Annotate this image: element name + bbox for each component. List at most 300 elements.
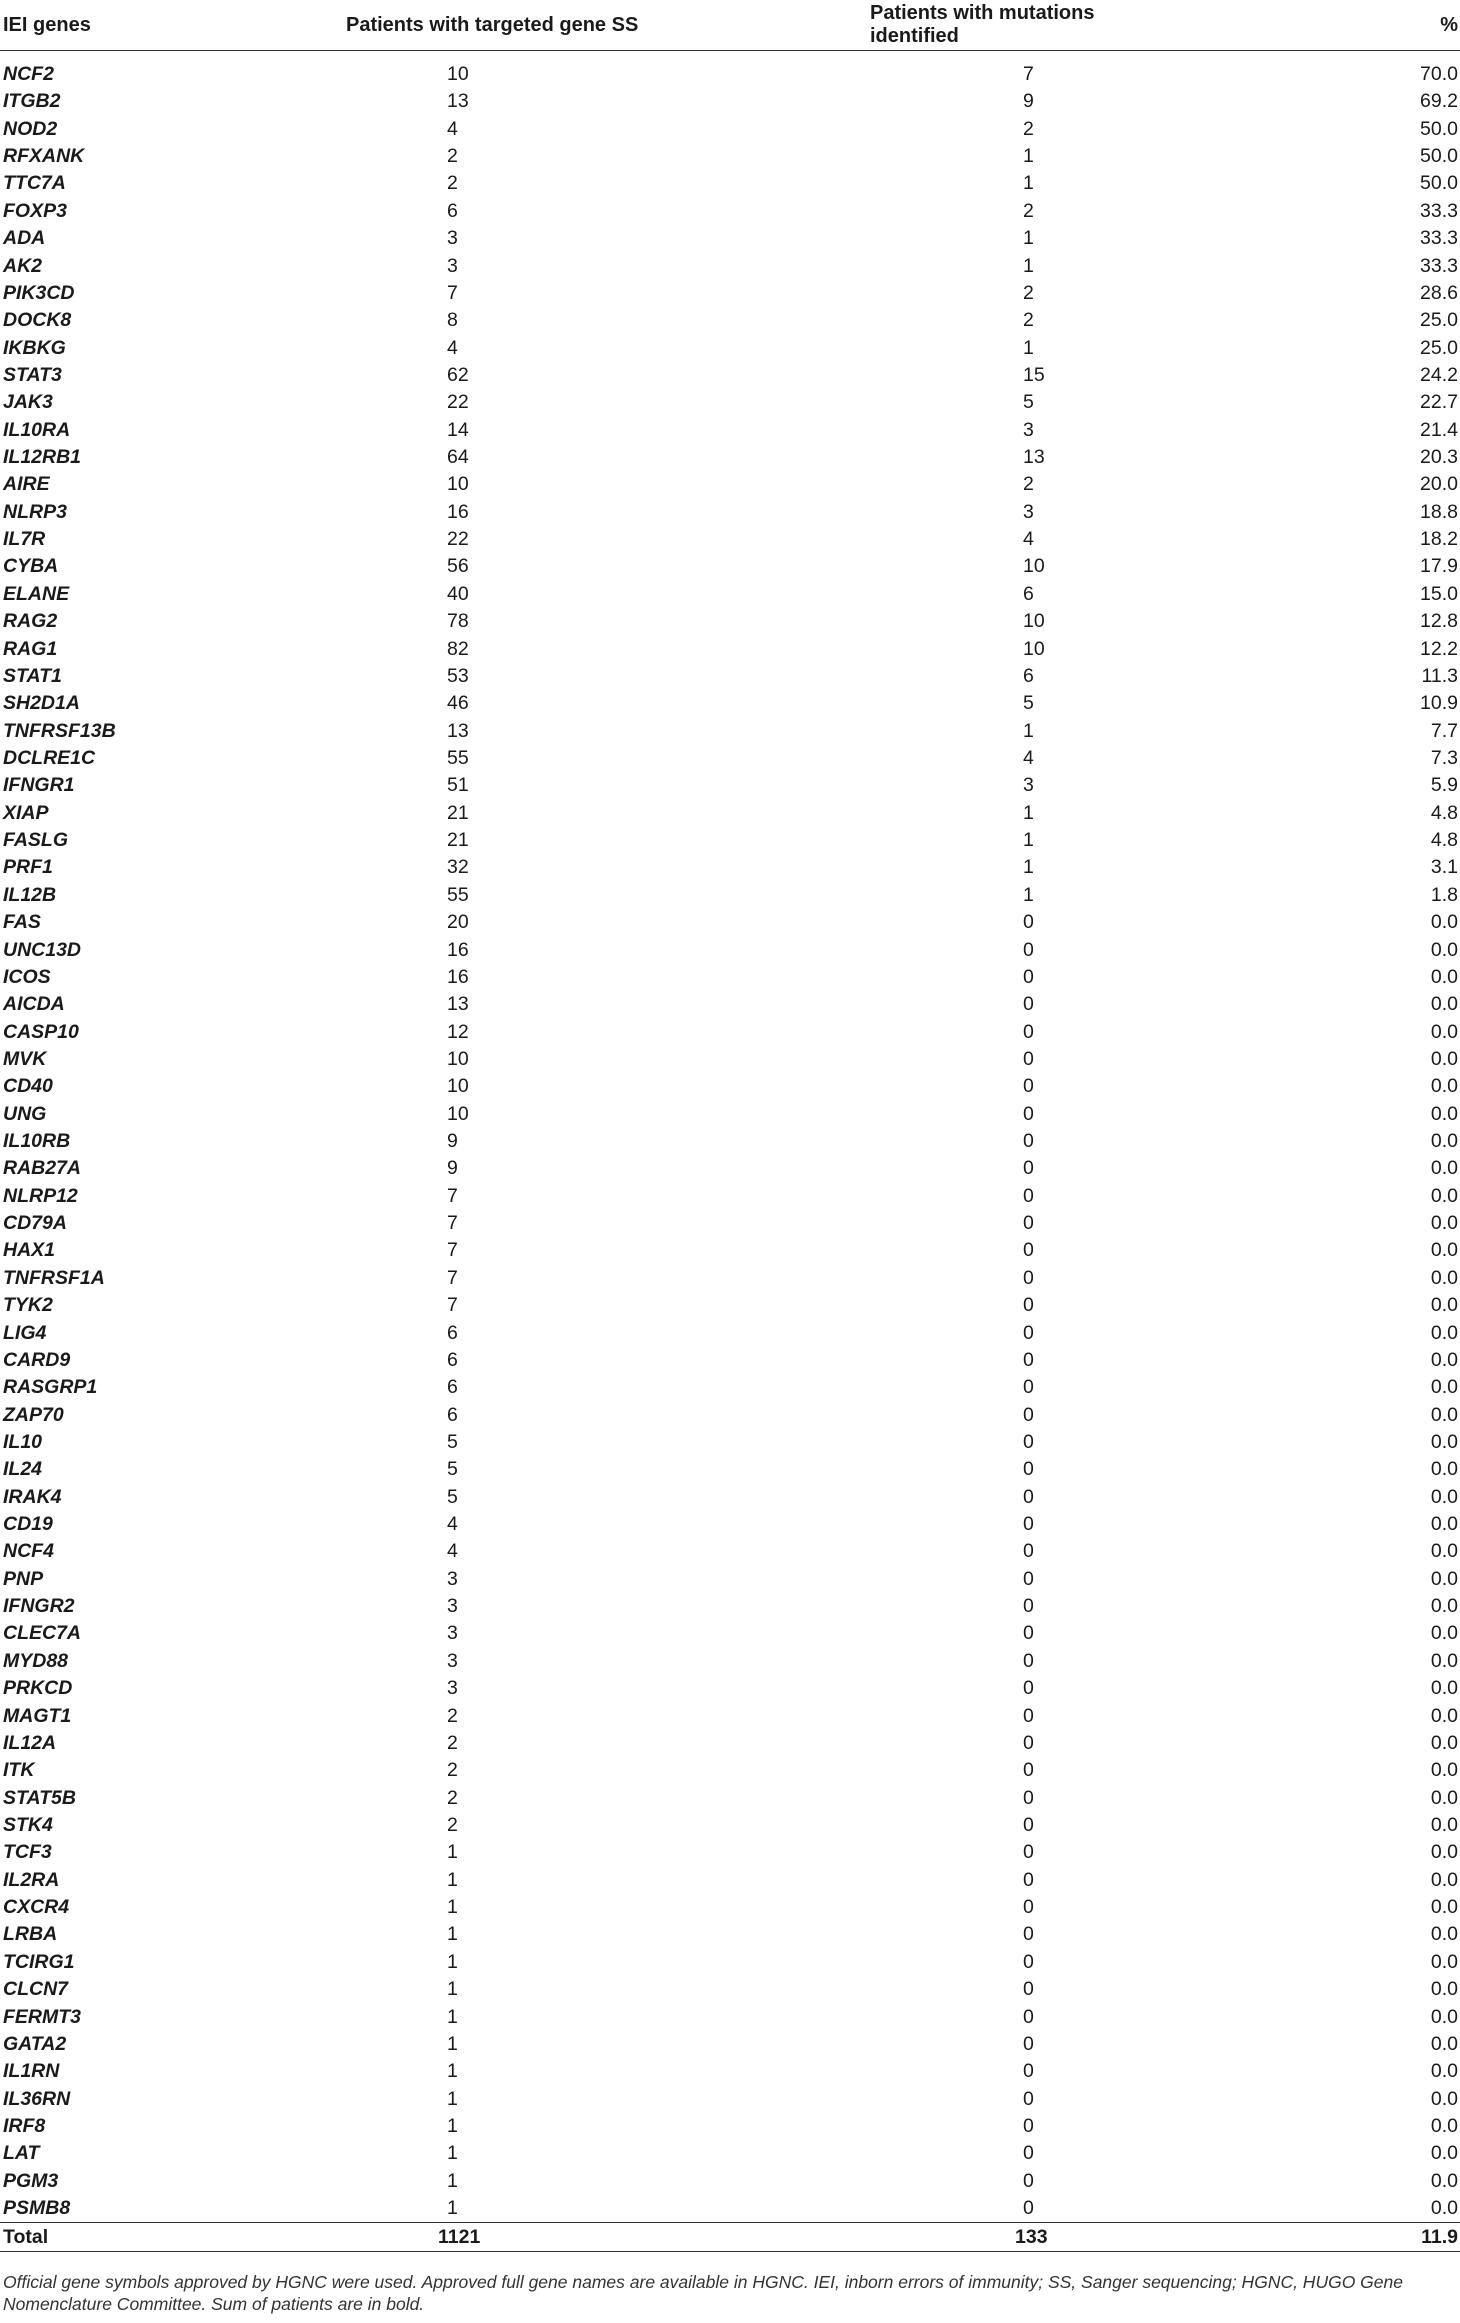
ss-count-cell: 3 — [447, 1622, 458, 1645]
table-row — [0, 1019, 1460, 1046]
mutation-count-cell: 0 — [1023, 1212, 1034, 1235]
gene-name-cell: IL12B — [3, 883, 57, 906]
mutation-count-cell: 15 — [1023, 363, 1045, 386]
ss-count-cell: 55 — [447, 746, 469, 769]
table-row — [0, 2168, 1460, 2195]
ss-count-cell: 55 — [447, 883, 469, 906]
mutation-count-cell: 0 — [1023, 1266, 1034, 1289]
percent-cell: 0.0 — [1430, 2032, 1458, 2055]
table-row — [0, 1046, 1460, 1073]
ss-count-cell: 1 — [447, 1868, 458, 1891]
gene-name-cell: ZAP70 — [3, 1403, 64, 1426]
gene-name-cell: HAX1 — [3, 1239, 56, 1262]
ss-count-cell: 7 — [447, 1239, 458, 1262]
mutation-count-cell: 0 — [1023, 1868, 1034, 1891]
table-row — [0, 1347, 1460, 1374]
mutation-count-cell: 0 — [1023, 911, 1034, 934]
table-row — [0, 1812, 1460, 1839]
ss-count-cell: 20 — [447, 911, 469, 934]
table-row — [0, 772, 1460, 799]
table-row — [0, 61, 1460, 88]
table-row — [0, 1921, 1460, 1948]
table-row — [0, 1538, 1460, 1565]
gene-name-cell: LIG4 — [3, 1321, 47, 1344]
ss-count-cell: 10 — [447, 1102, 469, 1125]
mutation-count-cell: 0 — [1023, 1239, 1034, 1262]
percent-cell: 18.2 — [1420, 528, 1458, 551]
ss-count-cell: 1 — [447, 1950, 458, 1973]
gene-name-cell: IL10RA — [3, 418, 71, 441]
table-row — [0, 1320, 1460, 1347]
ss-count-cell: 7 — [447, 1212, 458, 1235]
gene-name-cell: NLRP3 — [3, 500, 67, 523]
percent-cell: 0.0 — [1430, 1403, 1458, 1426]
percent-cell: 0.0 — [1430, 1567, 1458, 1590]
table-row — [0, 444, 1460, 471]
gene-name-cell: TNFRSF13B — [3, 719, 116, 742]
ss-count-cell: 10 — [447, 1047, 469, 1070]
percent-cell: 0.0 — [1430, 1622, 1458, 1645]
percent-cell: 0.0 — [1430, 1321, 1458, 1344]
table-row — [0, 1593, 1460, 1620]
ss-count-cell: 6 — [447, 1321, 458, 1344]
ss-count-cell: 1 — [447, 2005, 458, 2028]
gene-name-cell: CARD9 — [3, 1348, 71, 1371]
gene-name-cell: IFNGR2 — [3, 1595, 75, 1618]
mutation-count-cell: 2 — [1023, 473, 1034, 496]
ss-count-cell: 1 — [447, 2169, 458, 2192]
ss-count-cell: 21 — [447, 829, 469, 852]
mutation-count-cell: 0 — [1023, 1102, 1034, 1125]
mutation-count-cell: 0 — [1023, 1485, 1034, 1508]
gene-name-cell: RAB27A — [3, 1157, 82, 1180]
percent-cell: 20.0 — [1420, 473, 1458, 496]
gene-name-cell: SH2D1A — [3, 692, 80, 715]
gene-name-cell: CLCN7 — [3, 1978, 69, 2001]
gene-name-cell: FAS — [3, 911, 41, 934]
percent-cell: 7.3 — [1430, 746, 1458, 769]
gene-name-cell: TNFRSF1A — [3, 1266, 105, 1289]
percent-cell: 0.0 — [1430, 1130, 1458, 1153]
table-row — [0, 1785, 1460, 1812]
percent-cell: 0.0 — [1430, 1075, 1458, 1098]
spacer-cell — [0, 51, 1460, 62]
percent-cell: 11.3 — [1421, 664, 1458, 687]
gene-name-cell: CXCR4 — [3, 1896, 70, 1919]
gene-name-cell: IL1RN — [3, 2060, 60, 2083]
percent-cell: 0.0 — [1430, 1458, 1458, 1481]
table-row — [0, 253, 1460, 280]
percent-cell: 0.0 — [1430, 1950, 1458, 1973]
mutation-count-cell: 6 — [1023, 582, 1034, 605]
ss-count-cell: 1 — [447, 1841, 458, 1864]
percent-cell: 0.0 — [1430, 1184, 1458, 1207]
ss-count-cell: 2 — [447, 1731, 458, 1754]
table-row — [0, 2113, 1460, 2140]
ss-count-cell: 2 — [447, 1814, 458, 1836]
percent-cell: 0.0 — [1430, 1020, 1458, 1043]
table-row — [0, 1456, 1460, 1483]
mutation-count-cell: 0 — [1023, 1430, 1034, 1453]
ss-count-cell: 3 — [447, 1567, 458, 1590]
gene-name-cell: CLEC7A — [3, 1622, 82, 1645]
table-row — [0, 1237, 1460, 1264]
percent-cell: 17.9 — [1420, 555, 1458, 578]
table-row — [0, 198, 1460, 225]
ss-count-cell: 4 — [447, 1513, 458, 1536]
mutation-count-cell: 0 — [1023, 1513, 1034, 1536]
table-row — [0, 88, 1460, 115]
gene-name-cell: XIAP — [3, 801, 49, 824]
gene-name-cell: RAG2 — [3, 610, 58, 633]
table-row — [0, 1894, 1460, 1921]
gene-name-cell: TCF3 — [3, 1841, 52, 1864]
ss-count-cell: 64 — [447, 446, 469, 469]
percent-cell: 3.1 — [1430, 856, 1458, 879]
table-row — [0, 1757, 1460, 1784]
ss-count-cell: 22 — [447, 528, 469, 551]
ss-count-cell: 56 — [447, 555, 469, 578]
ss-count-cell: 5 — [447, 1430, 458, 1453]
gene-name-cell: AK2 — [3, 254, 43, 277]
mutation-count-cell: 4 — [1023, 746, 1034, 769]
gene-name-cell: STK4 — [3, 1814, 53, 1836]
table-row — [0, 471, 1460, 498]
percent-cell: 22.7 — [1420, 391, 1458, 414]
gene-name-cell: FASLG — [3, 829, 69, 852]
table-row — [0, 1429, 1460, 1456]
mutation-count-cell: 10 — [1023, 637, 1045, 660]
ss-count-cell: 3 — [447, 1595, 458, 1618]
ss-count-cell: 51 — [447, 774, 469, 797]
gene-name-cell: FOXP3 — [3, 199, 67, 222]
header-patients-mutations: Patients with mutations identified — [650, 0, 1150, 51]
percent-cell: 0.0 — [1430, 1376, 1458, 1399]
percent-cell: 0.0 — [1430, 1731, 1458, 1754]
mutation-count-cell: 0 — [1023, 1348, 1034, 1371]
percent-cell: 12.8 — [1420, 610, 1458, 633]
mutation-count-cell: 0 — [1023, 1184, 1034, 1207]
table-row — [0, 690, 1460, 717]
ss-count-cell: 1 — [447, 2087, 458, 2110]
mutation-count-cell: 0 — [1023, 1403, 1034, 1426]
ss-count-cell: 1 — [447, 2197, 458, 2220]
ss-count-cell: 13 — [447, 719, 469, 742]
ss-count-cell: 4 — [447, 336, 458, 359]
gene-name-cell: GATA2 — [3, 2032, 67, 2055]
ss-count-cell: 2 — [447, 172, 458, 195]
percent-cell: 1.8 — [1430, 883, 1458, 906]
percent-cell: 0.0 — [1430, 1239, 1458, 1262]
gene-name-cell: CASP10 — [3, 1020, 79, 1043]
table-row — [0, 1155, 1460, 1182]
table-row — [0, 1620, 1460, 1647]
percent-cell: 0.0 — [1430, 1294, 1458, 1317]
gene-name-cell: ELANE — [3, 582, 70, 605]
total-label: Total — [0, 2223, 260, 2252]
gene-name-cell: PRKCD — [3, 1677, 73, 1700]
gene-name-cell: CD19 — [3, 1513, 53, 1536]
table-row — [0, 116, 1460, 143]
table-row — [0, 745, 1460, 772]
gene-name-cell: PRF1 — [3, 856, 53, 879]
header-patients-targeted-ss: Patients with targeted gene SS — [260, 0, 650, 51]
gene-name-cell: PSMB8 — [3, 2197, 71, 2220]
ss-count-cell: 1 — [447, 1896, 458, 1919]
mutation-count-cell: 1 — [1023, 829, 1034, 852]
ss-count-cell: 32 — [447, 856, 469, 879]
ss-count-cell: 1 — [447, 1978, 458, 2001]
mutation-count-cell: 0 — [1023, 1047, 1034, 1070]
mutation-count-cell: 3 — [1023, 418, 1034, 441]
mutation-count-cell: 3 — [1023, 500, 1034, 523]
table-row — [0, 170, 1460, 197]
table-row — [0, 1976, 1460, 2003]
percent-cell: 0.0 — [1430, 911, 1458, 934]
gene-name-cell: RAG1 — [3, 637, 58, 660]
gene-name-cell: CYBA — [3, 555, 59, 578]
percent-cell: 0.0 — [1430, 1595, 1458, 1618]
gene-name-cell: MYD88 — [3, 1649, 69, 1672]
percent-cell: 25.0 — [1420, 309, 1458, 332]
gene-name-cell: UNC13D — [3, 938, 82, 961]
mutation-count-cell: 0 — [1023, 1376, 1034, 1399]
mutation-count-cell: 0 — [1023, 965, 1034, 988]
ss-count-cell: 7 — [447, 1184, 458, 1207]
gene-name-cell: NLRP12 — [3, 1184, 78, 1207]
percent-cell: 25.0 — [1420, 336, 1458, 359]
table-row — [0, 1703, 1460, 1730]
gene-name-cell: CD79A — [3, 1212, 67, 1235]
ss-count-cell: 16 — [447, 965, 469, 988]
mutation-count-cell: 0 — [1023, 1978, 1034, 2001]
gene-name-cell: NCF4 — [3, 1540, 54, 1563]
mutation-count-cell: 0 — [1023, 1321, 1034, 1344]
mutation-count-cell: 5 — [1023, 391, 1034, 414]
table-row — [0, 362, 1460, 389]
table-row — [0, 608, 1460, 635]
table-row — [0, 1210, 1460, 1237]
total-row — [0, 2223, 1460, 2252]
gene-name-cell: TYK2 — [3, 1294, 53, 1317]
percent-cell: 0.0 — [1430, 1923, 1458, 1946]
mutation-count-cell: 10 — [1023, 610, 1045, 633]
mutation-count-cell: 0 — [1023, 1294, 1034, 1317]
gene-name-cell: PIK3CD — [3, 281, 75, 304]
percent-cell: 4.8 — [1430, 829, 1458, 852]
mutation-count-cell: 5 — [1023, 692, 1034, 715]
table-row — [0, 1183, 1460, 1210]
percent-cell: 0.0 — [1430, 2169, 1458, 2192]
gene-name-cell: IL10RB — [3, 1130, 71, 1153]
mutation-count-cell: 0 — [1023, 1567, 1034, 1590]
table-row — [0, 1292, 1460, 1319]
table-footnote: Official gene symbols approved by HGNC were used. Approved full gene names are available in HGNC. IEI, inborn errors of immunity; SS, Sanger sequencing; HGNC, HUGO Gene Nomenclature Committee. Sum of patients are in bold. — [3, 2272, 1403, 2314]
table-header-row — [0, 0, 1460, 51]
mutation-count-cell: 0 — [1023, 2169, 1034, 2192]
percent-cell: 0.0 — [1430, 1786, 1458, 1809]
ss-count-cell: 5 — [447, 1458, 458, 1481]
percent-cell: 28.6 — [1420, 281, 1458, 304]
gene-name-cell: TTC7A — [3, 172, 66, 195]
percent-cell: 0.0 — [1430, 1896, 1458, 1919]
ss-count-cell: 1 — [447, 2032, 458, 2055]
table-row — [0, 1949, 1460, 1976]
ss-count-cell: 1 — [447, 2142, 458, 2165]
mutation-count-cell: 13 — [1023, 446, 1045, 469]
header-spacer — [0, 51, 1460, 62]
table-row — [0, 2004, 1460, 2031]
mutation-count-cell: 0 — [1023, 1595, 1034, 1618]
mutation-count-cell: 0 — [1023, 2142, 1034, 2165]
total-percent: 11.9 — [1150, 2223, 1460, 2252]
ss-count-cell: 7 — [447, 1294, 458, 1317]
gene-name-cell: MAGT1 — [3, 1704, 72, 1727]
gene-name-cell: MVK — [3, 1047, 47, 1070]
table-row — [0, 882, 1460, 909]
percent-cell: 0.0 — [1430, 1102, 1458, 1125]
ss-count-cell: 62 — [447, 363, 469, 386]
ss-count-cell: 6 — [447, 1348, 458, 1371]
percent-cell: 33.3 — [1420, 199, 1458, 222]
percent-cell: 0.0 — [1430, 1047, 1458, 1070]
mutation-count-cell: 0 — [1023, 1075, 1034, 1098]
table-row — [0, 526, 1460, 553]
percent-cell: 0.0 — [1430, 1266, 1458, 1289]
ss-count-cell: 82 — [447, 637, 469, 660]
gene-name-cell: TCIRG1 — [3, 1950, 75, 1973]
mutation-count-cell: 0 — [1023, 1950, 1034, 1973]
ss-count-cell: 9 — [447, 1157, 458, 1180]
table-row — [0, 718, 1460, 745]
percent-cell: 0.0 — [1430, 1430, 1458, 1453]
table-row — [0, 2195, 1460, 2223]
gene-name-cell: IRF8 — [3, 2114, 46, 2137]
ss-count-cell: 1 — [447, 2114, 458, 2137]
gene-name-cell: IFNGR1 — [3, 774, 75, 797]
table-row — [0, 1402, 1460, 1429]
mutation-count-cell: 1 — [1023, 227, 1034, 250]
gene-name-cell: PNP — [3, 1567, 44, 1590]
header-percent: % — [1150, 0, 1460, 51]
table-row — [0, 1566, 1460, 1593]
mutation-count-cell: 1 — [1023, 336, 1034, 359]
table-row — [0, 964, 1460, 991]
ss-count-cell: 16 — [447, 500, 469, 523]
mutation-count-cell: 4 — [1023, 528, 1034, 551]
table-row — [0, 937, 1460, 964]
mutation-count-cell: 0 — [1023, 993, 1034, 1016]
mutation-count-cell: 0 — [1023, 1130, 1034, 1153]
table-row — [0, 854, 1460, 881]
gene-name-cell: UNG — [3, 1102, 47, 1125]
header-iei-genes: IEI genes — [0, 0, 260, 51]
ss-count-cell: 7 — [447, 1266, 458, 1289]
percent-cell: 7.7 — [1430, 719, 1458, 742]
percent-cell: 0.0 — [1430, 2005, 1458, 2028]
mutation-count-cell: 0 — [1023, 1677, 1034, 1700]
gene-name-cell: STAT1 — [3, 664, 62, 687]
table-row — [0, 2058, 1460, 2085]
table-row — [0, 991, 1460, 1018]
mutation-count-cell: 1 — [1023, 172, 1034, 195]
ss-count-cell: 4 — [447, 1540, 458, 1563]
percent-cell: 0.0 — [1430, 1978, 1458, 2001]
mutation-count-cell: 10 — [1023, 555, 1045, 578]
percent-cell: 0.0 — [1430, 1841, 1458, 1864]
ss-count-cell: 2 — [447, 1759, 458, 1782]
ss-count-cell: 53 — [447, 664, 469, 687]
table-row — [0, 1839, 1460, 1866]
table-row — [0, 636, 1460, 663]
table-row — [0, 143, 1460, 170]
mutation-count-cell: 0 — [1023, 1649, 1034, 1672]
table-row — [0, 1374, 1460, 1401]
table-row — [0, 280, 1460, 307]
percent-cell: 0.0 — [1430, 1814, 1458, 1836]
percent-cell: 69.2 — [1420, 90, 1458, 113]
ss-count-cell: 1 — [447, 2060, 458, 2083]
ss-count-cell: 22 — [447, 391, 469, 414]
table-row — [0, 307, 1460, 334]
percent-cell: 20.3 — [1420, 446, 1458, 469]
ss-count-cell: 10 — [447, 63, 469, 85]
percent-cell: 0.0 — [1430, 938, 1458, 961]
ss-count-cell: 6 — [447, 199, 458, 222]
ss-count-cell: 21 — [447, 801, 469, 824]
mutation-count-cell: 6 — [1023, 664, 1034, 687]
gene-name-cell: DOCK8 — [3, 309, 72, 332]
gene-name-cell: ITK — [3, 1759, 35, 1782]
ss-count-cell: 3 — [447, 227, 458, 250]
ss-count-cell: 8 — [447, 309, 458, 332]
mutation-count-cell: 1 — [1023, 801, 1034, 824]
gene-name-cell: IL2RA — [3, 1868, 60, 1891]
percent-cell: 0.0 — [1430, 1513, 1458, 1536]
table-row — [0, 335, 1460, 362]
table-row — [0, 1073, 1460, 1100]
percent-cell: 0.0 — [1430, 1759, 1458, 1782]
mutation-count-cell: 0 — [1023, 1622, 1034, 1645]
gene-name-cell: IL7R — [3, 528, 46, 551]
gene-name-cell: LRBA — [3, 1923, 58, 1946]
gene-name-cell: IL12RB1 — [3, 446, 82, 469]
mutation-count-cell: 0 — [1023, 1896, 1034, 1919]
mutation-count-cell: 0 — [1023, 1841, 1034, 1864]
percent-cell: 0.0 — [1430, 1704, 1458, 1727]
percent-cell: 10.9 — [1420, 692, 1458, 715]
total-ss-count: 1121 — [260, 2223, 650, 2252]
ss-count-cell: 6 — [447, 1376, 458, 1399]
ss-count-cell: 5 — [447, 1485, 458, 1508]
gene-name-cell: CD40 — [3, 1075, 53, 1098]
mutation-count-cell: 0 — [1023, 1704, 1034, 1727]
ss-count-cell: 46 — [447, 692, 469, 715]
percent-cell: 21.4 — [1420, 418, 1458, 441]
table-row — [0, 1675, 1460, 1702]
gene-name-cell: LAT — [3, 2142, 40, 2165]
gene-name-cell: IL36RN — [3, 2087, 71, 2110]
mutation-count-cell: 0 — [1023, 1759, 1034, 1782]
percent-cell: 0.0 — [1430, 1649, 1458, 1672]
ss-count-cell: 3 — [447, 254, 458, 277]
percent-cell: 0.0 — [1430, 2087, 1458, 2110]
mutation-count-cell: 0 — [1023, 1020, 1034, 1043]
ss-count-cell: 2 — [447, 1704, 458, 1727]
mutation-count-cell: 0 — [1023, 1923, 1034, 1946]
table-row — [0, 417, 1460, 444]
percent-cell: 5.9 — [1430, 774, 1458, 797]
